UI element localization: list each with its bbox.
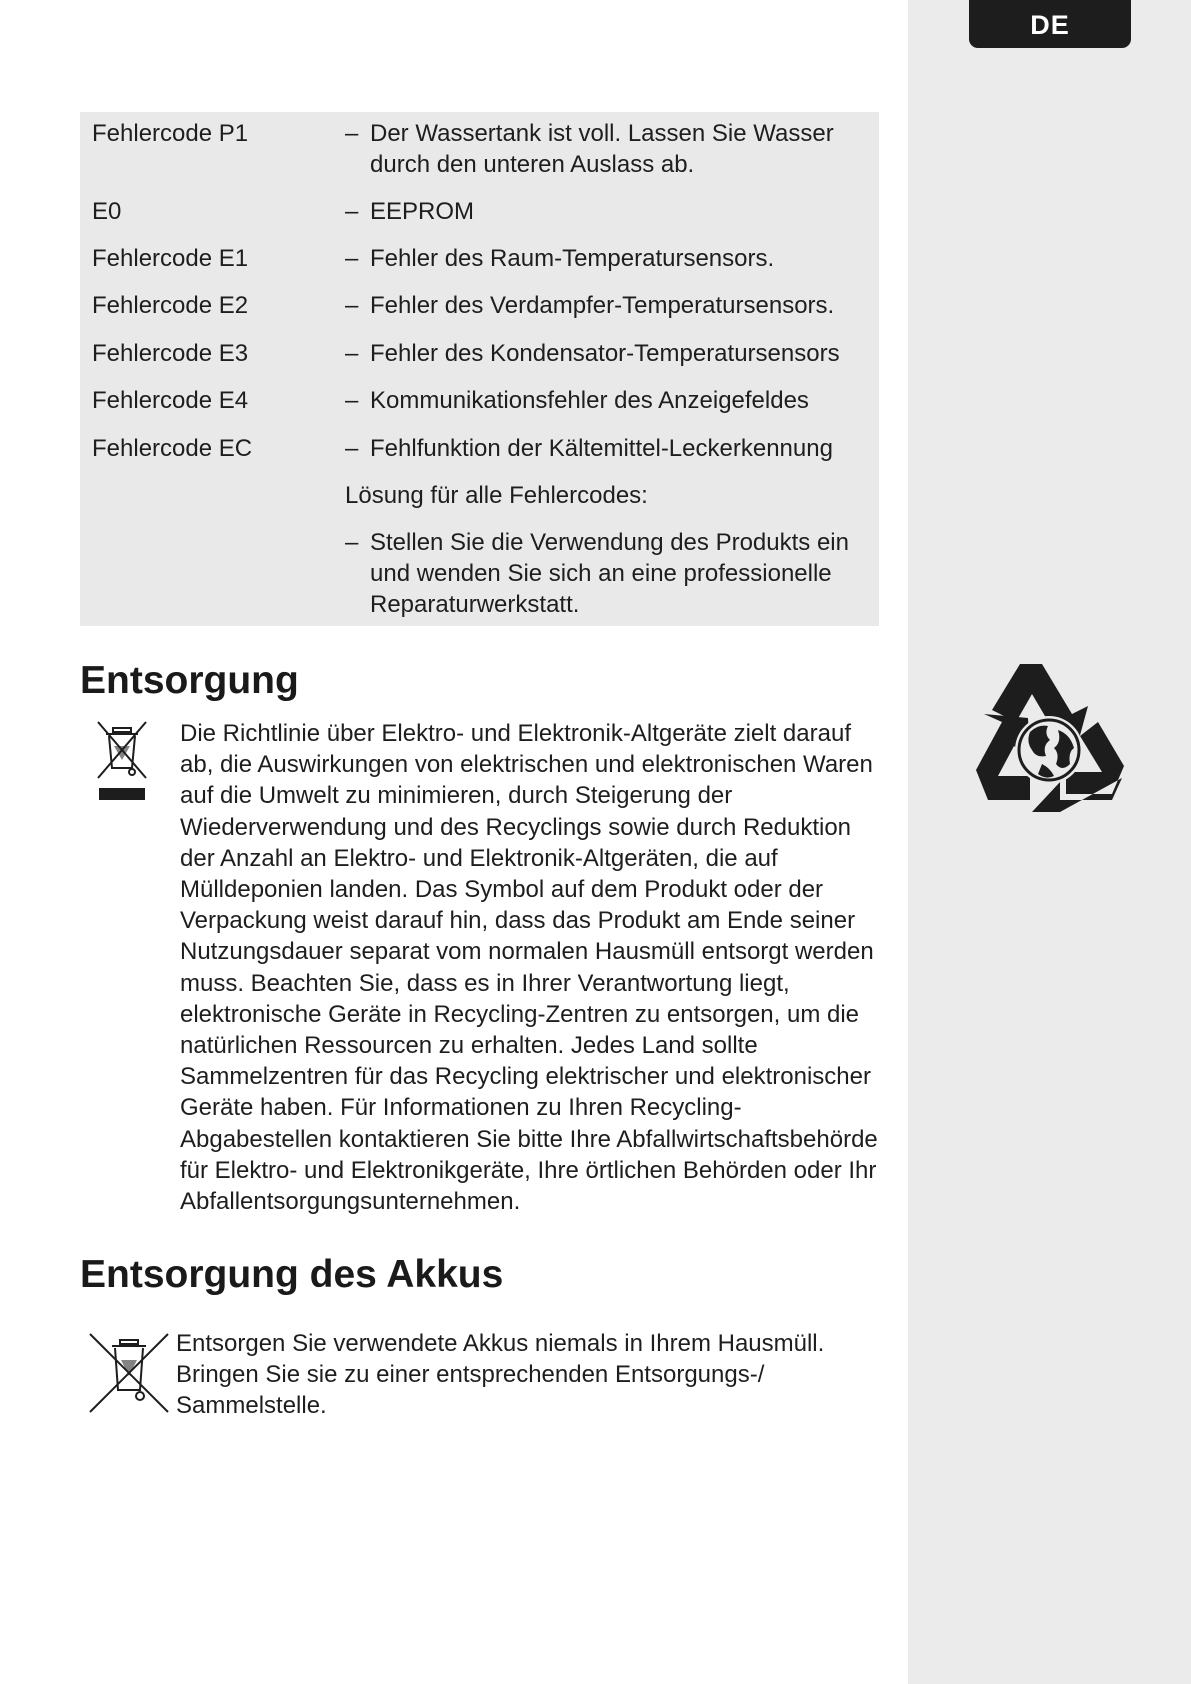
error-code: Fehlercode P1 xyxy=(92,120,249,147)
error-code: Fehlercode E2 xyxy=(92,292,249,319)
battery-disposal-heading: Entsorgung des Akkus xyxy=(80,1253,504,1296)
error-description: Der Wassertank ist voll. Lassen Sie Wasser durch den unteren Auslass ab. xyxy=(370,120,834,178)
error-code-table xyxy=(80,112,879,626)
error-description: EEPROM xyxy=(370,198,475,225)
language-tab: DE xyxy=(969,0,1131,48)
battery-disposal-text: Entsorgen Sie verwendete Akkus niemals in Ihrem Hausmüll. Bringen Sie sie zu einer entsprechenden Entsorgungs-/ Sammelstelle. xyxy=(176,1330,825,1420)
error-code: Fehlercode EC xyxy=(92,435,253,462)
error-description: Fehler des Raum-Temperatursensors. xyxy=(370,245,775,272)
disposal-heading: Entsorgung xyxy=(80,659,299,702)
error-description: Fehler des Kondensator-Temperatursensors xyxy=(370,340,840,367)
error-description: Kommunikationsfehler des Anzeigefeldes xyxy=(370,387,809,414)
error-description: Fehler des Verdampfer-Temperatursensors. xyxy=(370,292,835,319)
crossed-out-wheelie-bin-icon xyxy=(94,720,150,802)
dash: – xyxy=(345,245,359,272)
error-code: Fehlercode E4 xyxy=(92,387,249,414)
dash: – xyxy=(345,340,359,367)
error-description: Fehlfunktion der Kältemittel-Leckerkennung xyxy=(370,435,833,462)
error-code: Fehlercode E3 xyxy=(92,340,249,367)
battery-wheelie-bin-icon xyxy=(88,1332,170,1414)
dash: – xyxy=(345,120,359,147)
recycling-globe-icon xyxy=(972,660,1126,812)
solution-label: Lösung für alle Fehlercodes: xyxy=(345,482,648,509)
error-code: E0 xyxy=(92,198,122,225)
error-code: Fehlercode E1 xyxy=(92,245,249,272)
side-bar xyxy=(908,0,1191,1684)
solution-description: Stellen Sie die Verwendung des Produkts ein und wenden Sie sich an eine professionelle Reparaturwerkstatt. xyxy=(370,529,849,618)
disposal-text: Die Richtlinie über Elektro- und Elektronik-Altgeräte zielt darauf ab, die Auswirkungen von elektrischen und elektronischen Waren auf die Umwelt zu minimieren, durch Steigerung der Wiederverwendung und des Recyclings sowie durch Reduktion der Anzahl an Elektro- und Elektronik-Altgeräten, die auf Mülldeponien landen. Das Symbol auf dem Produkt oder der Verpackung weist darauf hin, dass das Produkt am Ende seiner Nutzungsdauer separat vom normalen Hausmüll entsorgt werden muss. Beachten Sie, dass es in Ihrer Verantwortung liegt, elektronische Geräte in Recycling-Zentren zu entsorgen, um die natürlichen Ressourcen zu erhalten. Jedes Land sollte Sammelzentren für das Recycling elektrischer und elektronischer Geräte haben. Für Informationen zu Ihren Recycling-Abgabestellen kontaktieren Sie bitte Ihre Abfallwirtschaftsbehörde für Elektro- und Elektronikgeräte, Ihre örtlichen Behörden oder Ihr Abfallentsorgungsunternehmen. xyxy=(180,720,878,1216)
dash: – xyxy=(345,198,359,225)
dash: – xyxy=(345,529,359,556)
dash: – xyxy=(345,292,359,319)
dash: – xyxy=(345,387,359,414)
dash: – xyxy=(345,435,359,462)
